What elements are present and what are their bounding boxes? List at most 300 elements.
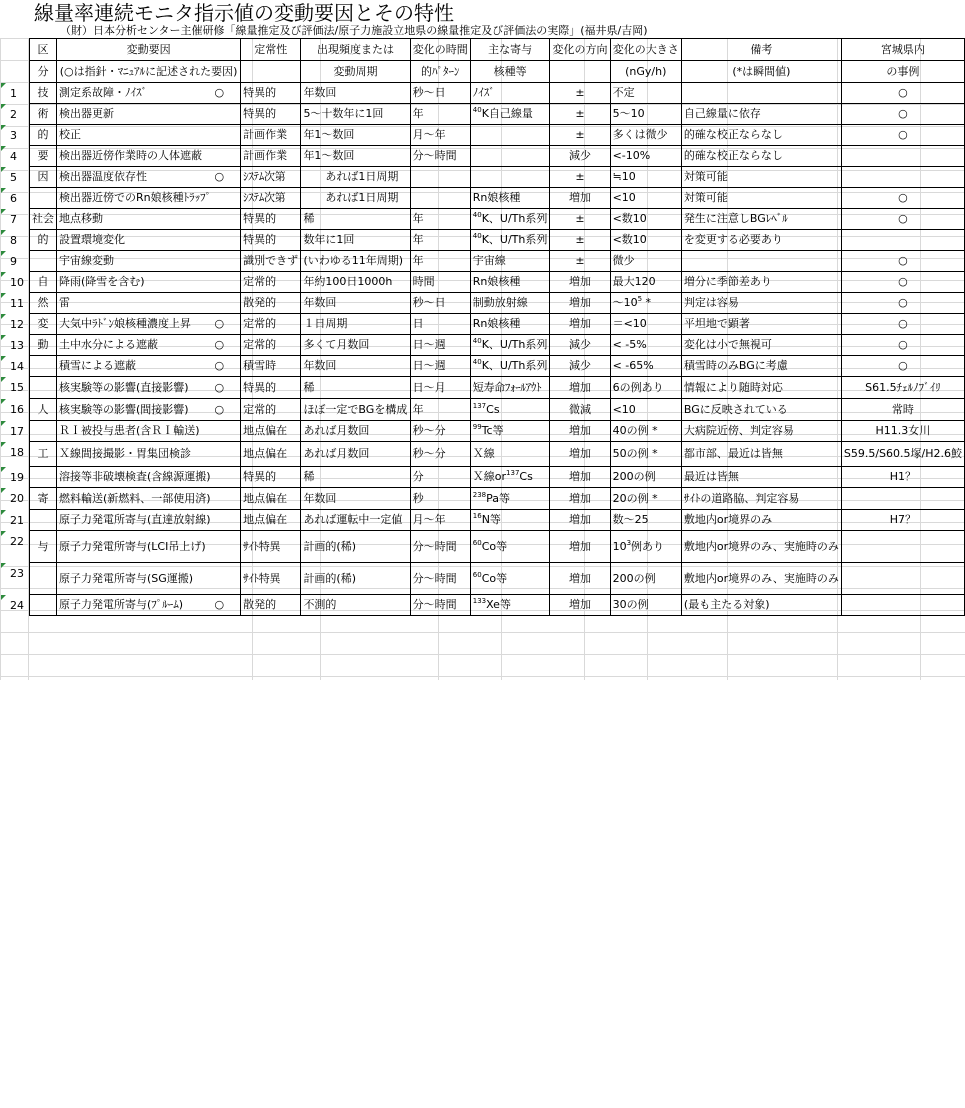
miyagi-cell[interactable]: [841, 563, 964, 595]
time-pattern-cell[interactable]: [410, 167, 470, 188]
direction-cell[interactable]: [550, 510, 610, 531]
magnitude-cell[interactable]: [610, 421, 681, 442]
category-cell[interactable]: [30, 83, 57, 104]
direction-cell[interactable]: [550, 335, 610, 356]
time-pattern-cell[interactable]: [410, 230, 470, 251]
time-pattern-cell[interactable]: [410, 188, 470, 209]
category-cell[interactable]: [30, 293, 57, 314]
header-cell[interactable]: の事例: [841, 61, 964, 83]
direction-cell[interactable]: [550, 104, 610, 125]
frequency-cell[interactable]: [301, 467, 410, 488]
steadiness-cell[interactable]: [241, 104, 301, 125]
category-cell[interactable]: [30, 230, 57, 251]
note-cell[interactable]: [681, 595, 841, 616]
frequency-cell[interactable]: [301, 442, 410, 467]
time-pattern-cell[interactable]: [410, 442, 470, 467]
miyagi-cell[interactable]: [841, 272, 964, 293]
steadiness-cell[interactable]: [241, 335, 301, 356]
magnitude-cell[interactable]: [610, 510, 681, 531]
note-cell[interactable]: [681, 488, 841, 510]
grid-line: [0, 632, 965, 633]
factor-cell[interactable]: [57, 272, 241, 293]
factor-cell[interactable]: [57, 188, 241, 209]
direction-cell[interactable]: [550, 595, 610, 616]
miyagi-cell[interactable]: [841, 488, 964, 510]
factor-cell[interactable]: [57, 442, 241, 467]
category-cell[interactable]: [30, 188, 57, 209]
header-cell[interactable]: (*は瞬間値): [681, 61, 841, 83]
note-value: 積雪時のみBGに考慮: [683, 359, 788, 372]
steadiness-cell[interactable]: [241, 399, 301, 421]
frequency-cell[interactable]: [301, 209, 410, 230]
magnitude-cell[interactable]: [610, 531, 681, 563]
factor-cell[interactable]: [57, 104, 241, 125]
note-cell[interactable]: [681, 104, 841, 125]
miyagi-cell[interactable]: [841, 83, 964, 104]
magnitude-value: 200の例: [612, 470, 656, 483]
frequency-cell[interactable]: [301, 167, 410, 188]
direction-cell[interactable]: [550, 467, 610, 488]
time-pattern-cell[interactable]: [410, 377, 470, 399]
miyagi-cell[interactable]: [841, 146, 964, 167]
direction-cell[interactable]: [550, 146, 610, 167]
time-pattern-cell[interactable]: [410, 146, 470, 167]
magnitude-cell[interactable]: [610, 467, 681, 488]
nuclide-cell[interactable]: [470, 125, 550, 146]
nuclide-value: Xe等: [486, 598, 511, 611]
factor-cell[interactable]: [57, 531, 241, 563]
miyagi-cell[interactable]: [841, 467, 964, 488]
miyagi-cell[interactable]: [841, 230, 964, 251]
direction-cell[interactable]: [550, 272, 610, 293]
cell-comment-indicator: [1, 167, 6, 172]
category-cell[interactable]: [30, 125, 57, 146]
factor-label: 原子力発電所寄与(ﾌﾟﾙｰﾑ): [59, 598, 184, 611]
direction-value: ±: [575, 254, 585, 267]
time-pattern-cell[interactable]: [410, 488, 470, 510]
magnitude-cell[interactable]: [610, 188, 681, 209]
factor-cell[interactable]: [57, 356, 241, 377]
note-cell[interactable]: [681, 293, 841, 314]
magnitude-cell[interactable]: [610, 230, 681, 251]
note-cell[interactable]: [681, 531, 841, 563]
factor-cell[interactable]: [57, 125, 241, 146]
category-cell[interactable]: [30, 442, 57, 467]
miyagi-cell[interactable]: [841, 442, 964, 467]
magnitude-cell[interactable]: [610, 251, 681, 272]
factor-cell[interactable]: [57, 83, 241, 104]
time-pattern-cell[interactable]: [410, 293, 470, 314]
magnitude-cell[interactable]: [610, 293, 681, 314]
note-cell[interactable]: [681, 230, 841, 251]
miyagi-cell[interactable]: [841, 399, 964, 421]
time-pattern-cell[interactable]: [410, 563, 470, 595]
header-cell[interactable]: 的ﾊﾟﾀｰﾝ: [410, 61, 470, 83]
miyagi-cell[interactable]: [841, 356, 964, 377]
header-cell[interactable]: 変化の時間: [410, 39, 470, 61]
time-pattern-cell[interactable]: [410, 531, 470, 563]
frequency-value: あれば運転中一定値: [303, 513, 403, 526]
miyagi-cell[interactable]: [841, 377, 964, 399]
nuclide-cell[interactable]: [470, 188, 550, 209]
header-cell[interactable]: 区: [30, 39, 57, 61]
steadiness-cell[interactable]: [241, 377, 301, 399]
nuclide-cell[interactable]: [470, 377, 550, 399]
nuclide-cell[interactable]: [470, 510, 550, 531]
factor-cell[interactable]: [57, 467, 241, 488]
note-cell[interactable]: [681, 251, 841, 272]
category-cell[interactable]: [30, 314, 57, 335]
direction-cell[interactable]: [550, 421, 610, 442]
miyagi-cell[interactable]: [841, 125, 964, 146]
nuclide-value: 制動放射線: [472, 296, 528, 309]
steadiness-cell[interactable]: [241, 488, 301, 510]
miyagi-cell[interactable]: [841, 595, 964, 616]
magnitude-value: 10: [612, 539, 627, 553]
direction-cell[interactable]: [550, 563, 610, 595]
magnitude-value: 200の例: [612, 571, 656, 585]
note-cell[interactable]: [681, 314, 841, 335]
frequency-cell[interactable]: [301, 563, 410, 595]
note-cell[interactable]: [681, 167, 841, 188]
miyagi-cell[interactable]: [841, 209, 964, 230]
steadiness-cell[interactable]: [241, 146, 301, 167]
note-cell[interactable]: [681, 125, 841, 146]
time-pattern-value: 分～時間: [412, 571, 457, 585]
nuclide-mass-number: 137: [472, 401, 487, 410]
header-row-2: [30, 61, 965, 83]
header-cell[interactable]: 分: [30, 61, 57, 83]
category-cell[interactable]: [30, 531, 57, 563]
time-pattern-cell[interactable]: [410, 104, 470, 125]
miyagi-cell[interactable]: [841, 510, 964, 531]
table-row: [30, 356, 965, 377]
frequency-value: あれば月数回: [303, 424, 370, 437]
time-pattern-cell[interactable]: [410, 399, 470, 421]
frequency-cell[interactable]: [301, 272, 410, 293]
magnitude-cell[interactable]: [610, 335, 681, 356]
category-cell[interactable]: [30, 272, 57, 293]
magnitude-cell[interactable]: [610, 488, 681, 510]
magnitude-cell[interactable]: [610, 125, 681, 146]
magnitude-cell[interactable]: [610, 146, 681, 167]
factor-cell[interactable]: [57, 399, 241, 421]
category-cell[interactable]: [30, 399, 57, 421]
steadiness-cell[interactable]: [241, 467, 301, 488]
header-row-1: [30, 39, 965, 61]
cell-comment-indicator: [1, 399, 6, 404]
category-cell[interactable]: [30, 146, 57, 167]
time-pattern-cell[interactable]: [410, 209, 470, 230]
magnitude-cell[interactable]: [610, 83, 681, 104]
note-cell[interactable]: [681, 563, 841, 595]
frequency-cell[interactable]: [301, 399, 410, 421]
nuclide-cell[interactable]: [470, 230, 550, 251]
nuclide-value: Co等: [481, 539, 508, 553]
miyagi-cell[interactable]: [841, 104, 964, 125]
steadiness-cell[interactable]: [241, 251, 301, 272]
nuclide-cell[interactable]: [470, 272, 550, 293]
nuclide-cell[interactable]: [470, 467, 550, 488]
magnitude-cell[interactable]: [610, 209, 681, 230]
nuclide-cell[interactable]: [470, 83, 550, 104]
category-cell[interactable]: [30, 377, 57, 399]
nuclide-cell[interactable]: [470, 531, 550, 563]
header-cell[interactable]: 備考: [681, 39, 841, 61]
steadiness-cell[interactable]: [241, 272, 301, 293]
category-cell[interactable]: [30, 335, 57, 356]
frequency-cell[interactable]: [301, 314, 410, 335]
header-cell[interactable]: 変動周期: [301, 61, 410, 83]
magnitude-cell[interactable]: [610, 104, 681, 125]
time-pattern-value: 月～年: [412, 513, 446, 526]
frequency-cell[interactable]: [301, 188, 410, 209]
nuclide-cell[interactable]: [470, 356, 550, 377]
frequency-cell[interactable]: [301, 230, 410, 251]
steadiness-cell[interactable]: [241, 293, 301, 314]
note-cell[interactable]: [681, 442, 841, 467]
frequency-cell[interactable]: [301, 251, 410, 272]
header-cell[interactable]: 定常性: [241, 39, 301, 61]
factor-cell[interactable]: [57, 595, 241, 616]
direction-cell[interactable]: [550, 531, 610, 563]
header-cell[interactable]: [550, 61, 610, 83]
header-cell[interactable]: (○は指針・ﾏﾆｭｱﾙに記述された要因): [57, 61, 241, 83]
steadiness-cell[interactable]: [241, 510, 301, 531]
factor-cell[interactable]: [57, 488, 241, 510]
factor-cell[interactable]: [57, 167, 241, 188]
frequency-cell[interactable]: [301, 531, 410, 563]
magnitude-cell[interactable]: [610, 595, 681, 616]
category-cell[interactable]: [30, 167, 57, 188]
factor-cell[interactable]: [57, 314, 241, 335]
frequency-cell[interactable]: [301, 104, 410, 125]
note-cell[interactable]: [681, 335, 841, 356]
note-cell[interactable]: [681, 188, 841, 209]
magnitude-cell[interactable]: [610, 442, 681, 467]
magnitude-cell[interactable]: [610, 167, 681, 188]
nuclide-cell[interactable]: [470, 442, 550, 467]
nuclide-value: K、U/Th系列: [481, 212, 548, 225]
direction-cell[interactable]: [550, 83, 610, 104]
direction-cell[interactable]: [550, 209, 610, 230]
direction-cell[interactable]: [550, 356, 610, 377]
frequency-cell[interactable]: [301, 356, 410, 377]
nuclide-cell[interactable]: [470, 488, 550, 510]
direction-value: 増加: [569, 296, 592, 309]
magnitude-cell[interactable]: [610, 399, 681, 421]
steadiness-cell[interactable]: [241, 230, 301, 251]
factor-label: 原子力発電所寄与(SG運搬): [59, 571, 194, 585]
category-cell[interactable]: [30, 563, 57, 595]
direction-value: 増加: [569, 513, 592, 526]
frequency-cell[interactable]: [301, 510, 410, 531]
guideline-mark: ○: [214, 359, 225, 372]
frequency-cell[interactable]: [301, 146, 410, 167]
time-pattern-cell[interactable]: [410, 356, 470, 377]
direction-cell[interactable]: [550, 293, 610, 314]
factor-cell[interactable]: [57, 230, 241, 251]
header-cell[interactable]: 宮城県内: [841, 39, 964, 61]
category-cell[interactable]: [30, 251, 57, 272]
category-cell[interactable]: [30, 209, 57, 230]
magnitude-value: 30の例: [612, 598, 649, 611]
frequency-value: (いわゆる11年周期): [303, 254, 404, 267]
time-pattern-cell[interactable]: [410, 251, 470, 272]
direction-cell[interactable]: [550, 442, 610, 467]
note-cell[interactable]: [681, 356, 841, 377]
note-cell[interactable]: [681, 421, 841, 442]
nuclide-cell[interactable]: [470, 595, 550, 616]
steadiness-cell[interactable]: [241, 595, 301, 616]
factor-cell[interactable]: [57, 251, 241, 272]
time-pattern-cell[interactable]: [410, 335, 470, 356]
note-value: ｻｲﾄの道路脇、判定容易: [683, 491, 800, 505]
steadiness-cell[interactable]: [241, 531, 301, 563]
nuclide-cell[interactable]: [470, 314, 550, 335]
steadiness-cell[interactable]: [241, 167, 301, 188]
factor-cell[interactable]: [57, 377, 241, 399]
cell-comment-indicator: [1, 488, 6, 493]
nuclide-cell[interactable]: [470, 146, 550, 167]
nuclide-cell[interactable]: [470, 104, 550, 125]
category-cell[interactable]: [30, 467, 57, 488]
steadiness-cell[interactable]: [241, 356, 301, 377]
note-value: 変化は小で無視可: [683, 338, 772, 351]
direction-cell[interactable]: [550, 399, 610, 421]
note-cell[interactable]: [681, 510, 841, 531]
header-cell[interactable]: 核種等: [470, 61, 550, 83]
direction-value: 減少: [569, 359, 592, 372]
note-cell[interactable]: [681, 377, 841, 399]
factor-cell[interactable]: [57, 563, 241, 595]
factor-cell[interactable]: [57, 146, 241, 167]
miyagi-cell[interactable]: [841, 188, 964, 209]
frequency-cell[interactable]: [301, 421, 410, 442]
note-cell[interactable]: [681, 146, 841, 167]
miyagi-cell[interactable]: [841, 293, 964, 314]
nuclide-cell[interactable]: [470, 421, 550, 442]
frequency-cell[interactable]: [301, 125, 410, 146]
steadiness-cell[interactable]: [241, 125, 301, 146]
factor-cell[interactable]: [57, 293, 241, 314]
category-cell[interactable]: [30, 595, 57, 616]
category-cell[interactable]: [30, 488, 57, 510]
magnitude-cell[interactable]: [610, 356, 681, 377]
steadiness-cell[interactable]: [241, 314, 301, 335]
miyagi-cell[interactable]: [841, 421, 964, 442]
header-cell[interactable]: 変化の方向: [550, 39, 610, 61]
frequency-cell[interactable]: [301, 488, 410, 510]
frequency-cell[interactable]: [301, 335, 410, 356]
direction-cell[interactable]: [550, 188, 610, 209]
header-cell[interactable]: 変化の大きさ: [610, 39, 681, 61]
time-pattern-cell[interactable]: [410, 595, 470, 616]
nuclide-cell[interactable]: [470, 293, 550, 314]
factor-cell[interactable]: [57, 510, 241, 531]
nuclide-cell[interactable]: [470, 335, 550, 356]
nuclide-cell[interactable]: [470, 399, 550, 421]
time-pattern-cell[interactable]: [410, 83, 470, 104]
steadiness-cell[interactable]: [241, 83, 301, 104]
nuclide-value: Rn娘核種: [472, 275, 521, 288]
time-pattern-cell[interactable]: [410, 272, 470, 293]
nuclide-cell[interactable]: [470, 167, 550, 188]
category-label: 動: [37, 338, 49, 351]
magnitude-cell[interactable]: [610, 377, 681, 399]
steadiness-cell[interactable]: [241, 563, 301, 595]
miyagi-cell[interactable]: [841, 251, 964, 272]
steadiness-cell[interactable]: [241, 188, 301, 209]
factor-cell[interactable]: [57, 421, 241, 442]
steadiness-cell[interactable]: [241, 442, 301, 467]
direction-cell[interactable]: [550, 377, 610, 399]
note-cell[interactable]: [681, 399, 841, 421]
category-cell[interactable]: [30, 510, 57, 531]
row-number: 24: [10, 598, 24, 612]
time-pattern-cell[interactable]: [410, 314, 470, 335]
direction-cell[interactable]: [550, 488, 610, 510]
frequency-cell[interactable]: [301, 595, 410, 616]
direction-cell[interactable]: [550, 230, 610, 251]
cell-comment-indicator: [1, 230, 6, 235]
note-cell[interactable]: [681, 83, 841, 104]
category-cell[interactable]: [30, 421, 57, 442]
header-cell[interactable]: 変動要因: [57, 39, 241, 61]
note-cell[interactable]: [681, 467, 841, 488]
direction-cell[interactable]: [550, 125, 610, 146]
time-pattern-cell[interactable]: [410, 510, 470, 531]
time-pattern-cell[interactable]: [410, 467, 470, 488]
direction-cell[interactable]: [550, 314, 610, 335]
direction-cell[interactable]: [550, 167, 610, 188]
frequency-cell[interactable]: [301, 377, 410, 399]
time-pattern-cell[interactable]: [410, 125, 470, 146]
miyagi-cell[interactable]: [841, 314, 964, 335]
header-cell[interactable]: [241, 61, 301, 83]
sheet-title: 線量率連続モニタ指示値の変動要因とその特性: [34, 1, 454, 25]
header-cell[interactable]: 主な寄与: [470, 39, 550, 61]
header-cell[interactable]: 出現頻度または: [301, 39, 410, 61]
steadiness-value: 地点偏在: [243, 447, 288, 460]
miyagi-cell[interactable]: [841, 335, 964, 356]
steadiness-cell[interactable]: [241, 209, 301, 230]
steadiness-cell[interactable]: [241, 421, 301, 442]
nuclide-value: K、U/Th系列: [481, 359, 548, 372]
magnitude-value: < -5%: [612, 338, 647, 351]
category-label: 変: [37, 317, 49, 330]
miyagi-cell[interactable]: [841, 167, 964, 188]
time-pattern-cell[interactable]: [410, 421, 470, 442]
magnitude-cell[interactable]: [610, 272, 681, 293]
note-cell[interactable]: [681, 209, 841, 230]
factor-cell[interactable]: [57, 209, 241, 230]
nuclide-cell[interactable]: [470, 251, 550, 272]
magnitude-cell[interactable]: [610, 314, 681, 335]
frequency-cell[interactable]: [301, 293, 410, 314]
header-cell[interactable]: (nGy/h): [610, 61, 681, 83]
nuclide-cell[interactable]: [470, 563, 550, 595]
category-cell[interactable]: [30, 356, 57, 377]
category-cell[interactable]: [30, 104, 57, 125]
direction-cell[interactable]: [550, 251, 610, 272]
factor-cell[interactable]: [57, 335, 241, 356]
frequency-cell[interactable]: [301, 83, 410, 104]
miyagi-cell[interactable]: [841, 531, 964, 563]
nuclide-cell[interactable]: [470, 209, 550, 230]
magnitude-cell[interactable]: [610, 563, 681, 595]
note-cell[interactable]: [681, 272, 841, 293]
